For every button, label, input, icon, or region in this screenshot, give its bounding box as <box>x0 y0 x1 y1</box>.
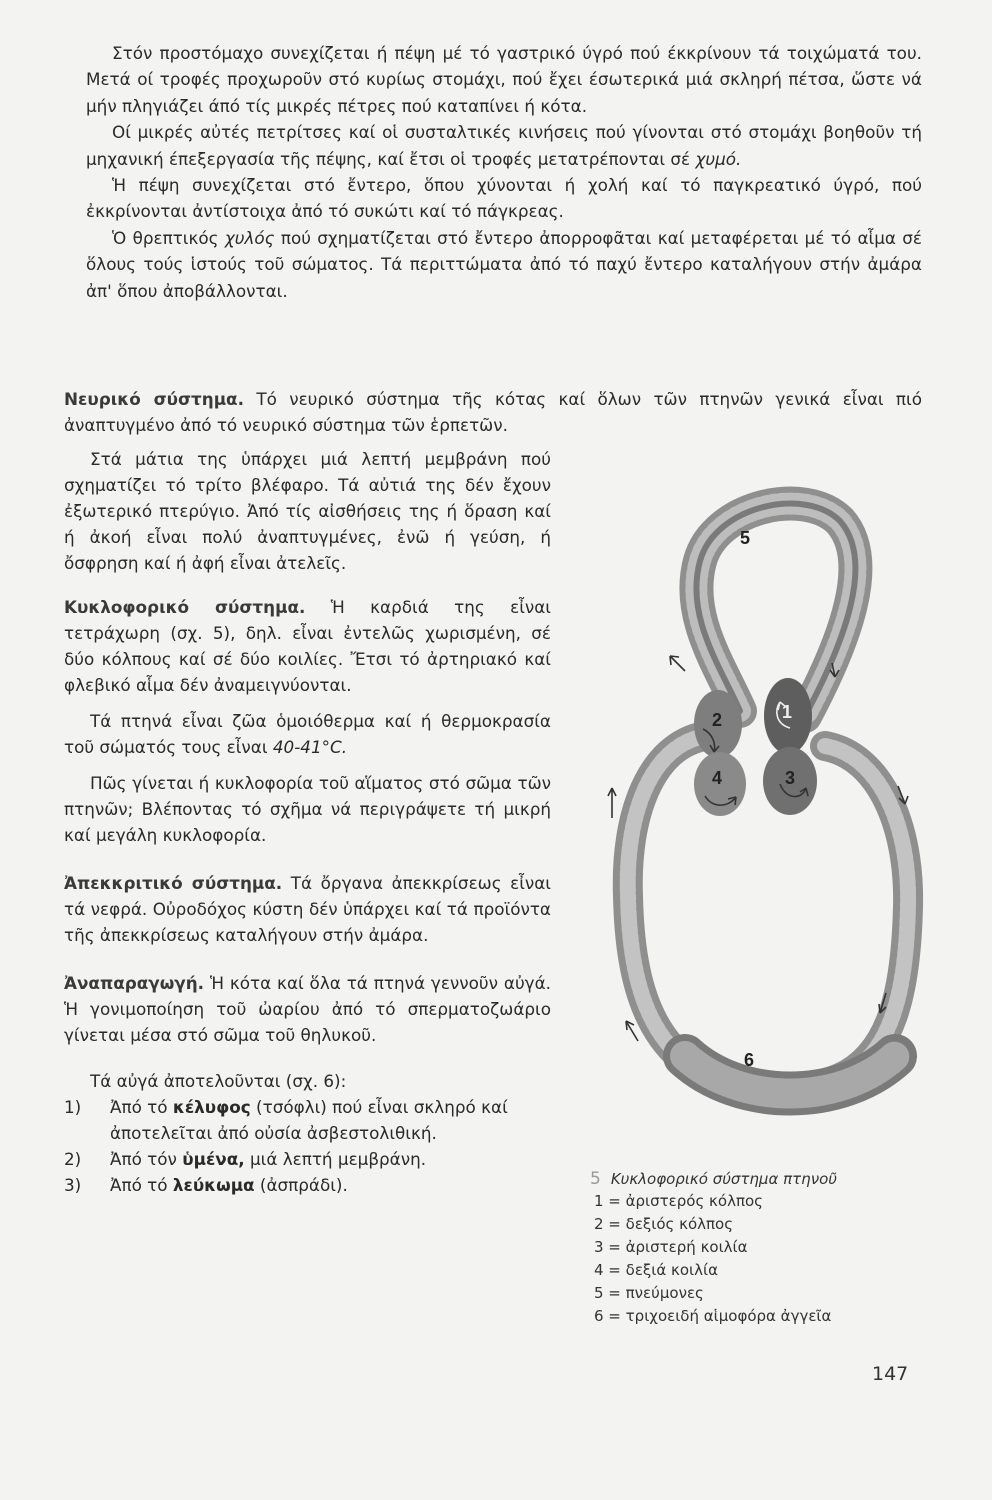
section-heading-reproduction: Ἀναπαραγωγή. <box>64 973 205 993</box>
section-heading-circulatory: Κυκλοφορικό σύστημα. <box>64 597 306 617</box>
paragraph-chyle <box>86 225 922 304</box>
paragraph-temperature <box>64 708 551 760</box>
label-1: 1 <box>782 702 793 722</box>
egg-part-text: Ἀπό τόν <box>110 1149 183 1169</box>
arrow-icon <box>608 788 616 818</box>
paragraph-eyes: Στά μάτια της ὑπάρχει μιά λεπτή μεμβράνη πού σχηματίζει τό τρίτο βλέφαρο. Τά αὐτιά της δέν ἔχουν ἐξωτερικό πτερύγιο. Ἀπό τίς αἰσθήσεις της ή ὅραση καί ή ἀκοή εἶναι πολύ ἀναπτυγμένες, ἐνῶ ή γεύση, ή ὄσφρηση καί ή ἀφή εἶναι ἀτελεῖς. <box>64 449 551 573</box>
paragraph-chyle-text-a: Ὁ θρεπτικός <box>112 227 225 248</box>
legend-item: 4 = δεξιά κοιλία <box>594 1261 718 1279</box>
term-chyle: χυλός <box>224 227 275 248</box>
temperature-value: 40-41°C. <box>272 737 348 757</box>
page-number: 147 <box>872 1363 909 1385</box>
label-3: 3 <box>785 768 796 788</box>
egg-part-term: κέλυφος <box>172 1097 251 1117</box>
egg-part-text: (τσόφλι) πού εἶναι σκληρό καί ἀποτελεῖται ἀπό οὐσία ἀσβεστολιθική. <box>110 1097 508 1143</box>
reproduction-paragraph <box>64 970 551 1048</box>
caption-title <box>590 1168 930 1190</box>
paragraph-pebbles-text: Οί μικρές αὐτές πετρίτσες καί οἱ συσταλτικές κινήσεις πού γίνονται στό στομάχι βοηθοῦν τή μηχανική έπεξεργασία τῆς πέψης, καί ἔτσι οἱ τροφές μετατρέπονται σέ <box>86 122 922 169</box>
egg-part-text: μιά λεπτή μεμβράνη. <box>244 1149 427 1169</box>
egg-part-term: ὑμένα, <box>182 1149 245 1169</box>
legend-item: 5 = πνεύμονες <box>594 1284 704 1302</box>
nervous-section <box>64 386 922 439</box>
paragraph-pebbles <box>86 119 922 172</box>
egg-part-text: Ἀπό τό <box>110 1097 173 1117</box>
nervous-paragraph <box>64 386 922 439</box>
paragraph-stomach: Στόν προστόμαχο συνεχίζεται ή πέψη μέ τό γαστρικό ύγρό πού έκκρίνουν τά τοιχώματά του. Μετά οί τροφές προχωροῦν στό κυρίως στομάχι, πού ἔχει έσωτερικά μιά σκληρή πέτσα, ὥστε νά μήν πληγιάζει άπό τίς μικρές πέτρες πού καταπίνει ή κότα. <box>86 43 922 116</box>
left-column <box>64 446 551 1198</box>
section-heading-excretory: Ἀπεκκριτικό σύστημα. <box>64 873 283 893</box>
digestion-section <box>86 40 922 304</box>
egg-part-item <box>64 1094 551 1146</box>
egg-part-term: λεύκωμα <box>172 1175 255 1195</box>
egg-part-number: 2) <box>64 1149 82 1169</box>
figure-caption <box>590 1168 930 1328</box>
egg-part-text: Ἀπό τό <box>110 1175 173 1195</box>
egg-part-item <box>64 1146 551 1172</box>
egg-part-number: 1) <box>64 1097 82 1117</box>
section-heading-nervous: Νευρικό σύστημα. <box>64 389 244 409</box>
circulatory-text: Ἡ καρδιά της εἶναι τετράχωρη (σχ. 5), δηλ. εἶναι ἐντελῶς χωρισμένη, σέ δύο κόλπους καί σέ δύο κοιλίες. Ἔτσι τό ἀρτηριακό καί φλεβικό αἷμα δέν ἀναμειγνύονται. <box>64 597 551 695</box>
nervous-text: Τό νευρικό σύστημα τῆς κότας καί ὅλων τῶν πτηνῶν γενικά εἶναι πιό ἀναπτυγμένο ἀπό τό νευρικό σύστημα τῶν ἑρπετῶν. <box>64 389 922 436</box>
caption-title-text: Κυκλοφορικό σύστημα πτηνοῦ <box>610 1170 837 1188</box>
legend-item: 1 = ἀριστερός κόλπος <box>594 1192 763 1210</box>
egg-part-item <box>64 1172 551 1198</box>
paragraph-eggs-intro: Τά αὐγά ἀποτελοῦνται (σχ. 6): <box>90 1071 347 1091</box>
circulatory-diagram <box>590 466 950 1156</box>
arrow-icon <box>670 656 685 671</box>
paragraph-intestine: Ἡ πέψη συνεχίζεται στό ἔντερο, ὅπου χύνονται ή χολή καί τό παγκρεατικό ύγρό, πού ἐκκρίνονται ἀντίστοιχα ἀπό τό συκώτι καί τό πάγκρεας. <box>86 175 922 222</box>
figure-number: 5 <box>590 1169 601 1189</box>
circulatory-paragraph <box>64 594 551 698</box>
label-4: 4 <box>712 768 723 788</box>
label-2: 2 <box>712 710 723 730</box>
caption-legend <box>590 1190 930 1328</box>
label-6: 6 <box>744 1050 755 1070</box>
egg-parts-list <box>64 1094 551 1198</box>
paragraph-question: Πῶς γίνεται ή κυκλοφορία τοῦ αἵματος στό σῶμα τῶν πτηνῶν; Βλέποντας τό σχῆμα νά περιγράψετε τή μικρή καί μεγάλη κυκλοφορία. <box>64 773 551 845</box>
arrow-icon <box>626 1021 638 1041</box>
excretory-text: Τά ὄργανα ἀπεκκρίσεως εἶναι τά νεφρά. Οὐροδόχος κύστη δέν ὑπάρχει καί τά προϊόντα τῆς ἀπεκκρίσεως καταλήγουν στήν ἀμάρα. <box>64 873 551 945</box>
label-5: 5 <box>740 528 751 548</box>
reproduction-text: Ἡ κότα καί ὅλα τά πτηνά γεννοῦν αὐγά. Ἡ γονιμοποίηση τοῦ ὠαρίου ἀπό τό σπερματοζωάριο γίνεται μέσα στό σῶμα τοῦ θηλυκοῦ. <box>64 973 551 1045</box>
legend-item: 6 = τριχοειδή αἱμοφόρα ἀγγεῖα <box>594 1307 832 1325</box>
term-chymus: χυμό. <box>695 148 742 169</box>
paragraph-chyle-text-b: πού σχηματίζεται στό ἔντερο ἀπορροφᾶται καί μεταφέρεται μέ τό αἷμα σέ ὅλους τούς ἱστούς τοῦ σώματος. Τά περιττώματα ἀπό τό παχύ ἔντερο καταλήγουν στήν ἀμάρα ἀπ' ὅπου ἀποβάλλονται. <box>86 227 922 301</box>
temperature-text: Τά πτηνά εἶναι ζῶα ὁμοιόθερμα καί ή θερμοκρασία τοῦ σώματός τους εἶναι <box>64 711 551 757</box>
excretory-paragraph <box>64 870 551 948</box>
legend-item: 3 = ἀριστερή κοιλία <box>594 1238 748 1256</box>
legend-item: 2 = δεξιός κόλπος <box>594 1215 734 1233</box>
egg-part-text: (ἀσπράδι). <box>254 1175 348 1195</box>
egg-part-number: 3) <box>64 1175 82 1195</box>
